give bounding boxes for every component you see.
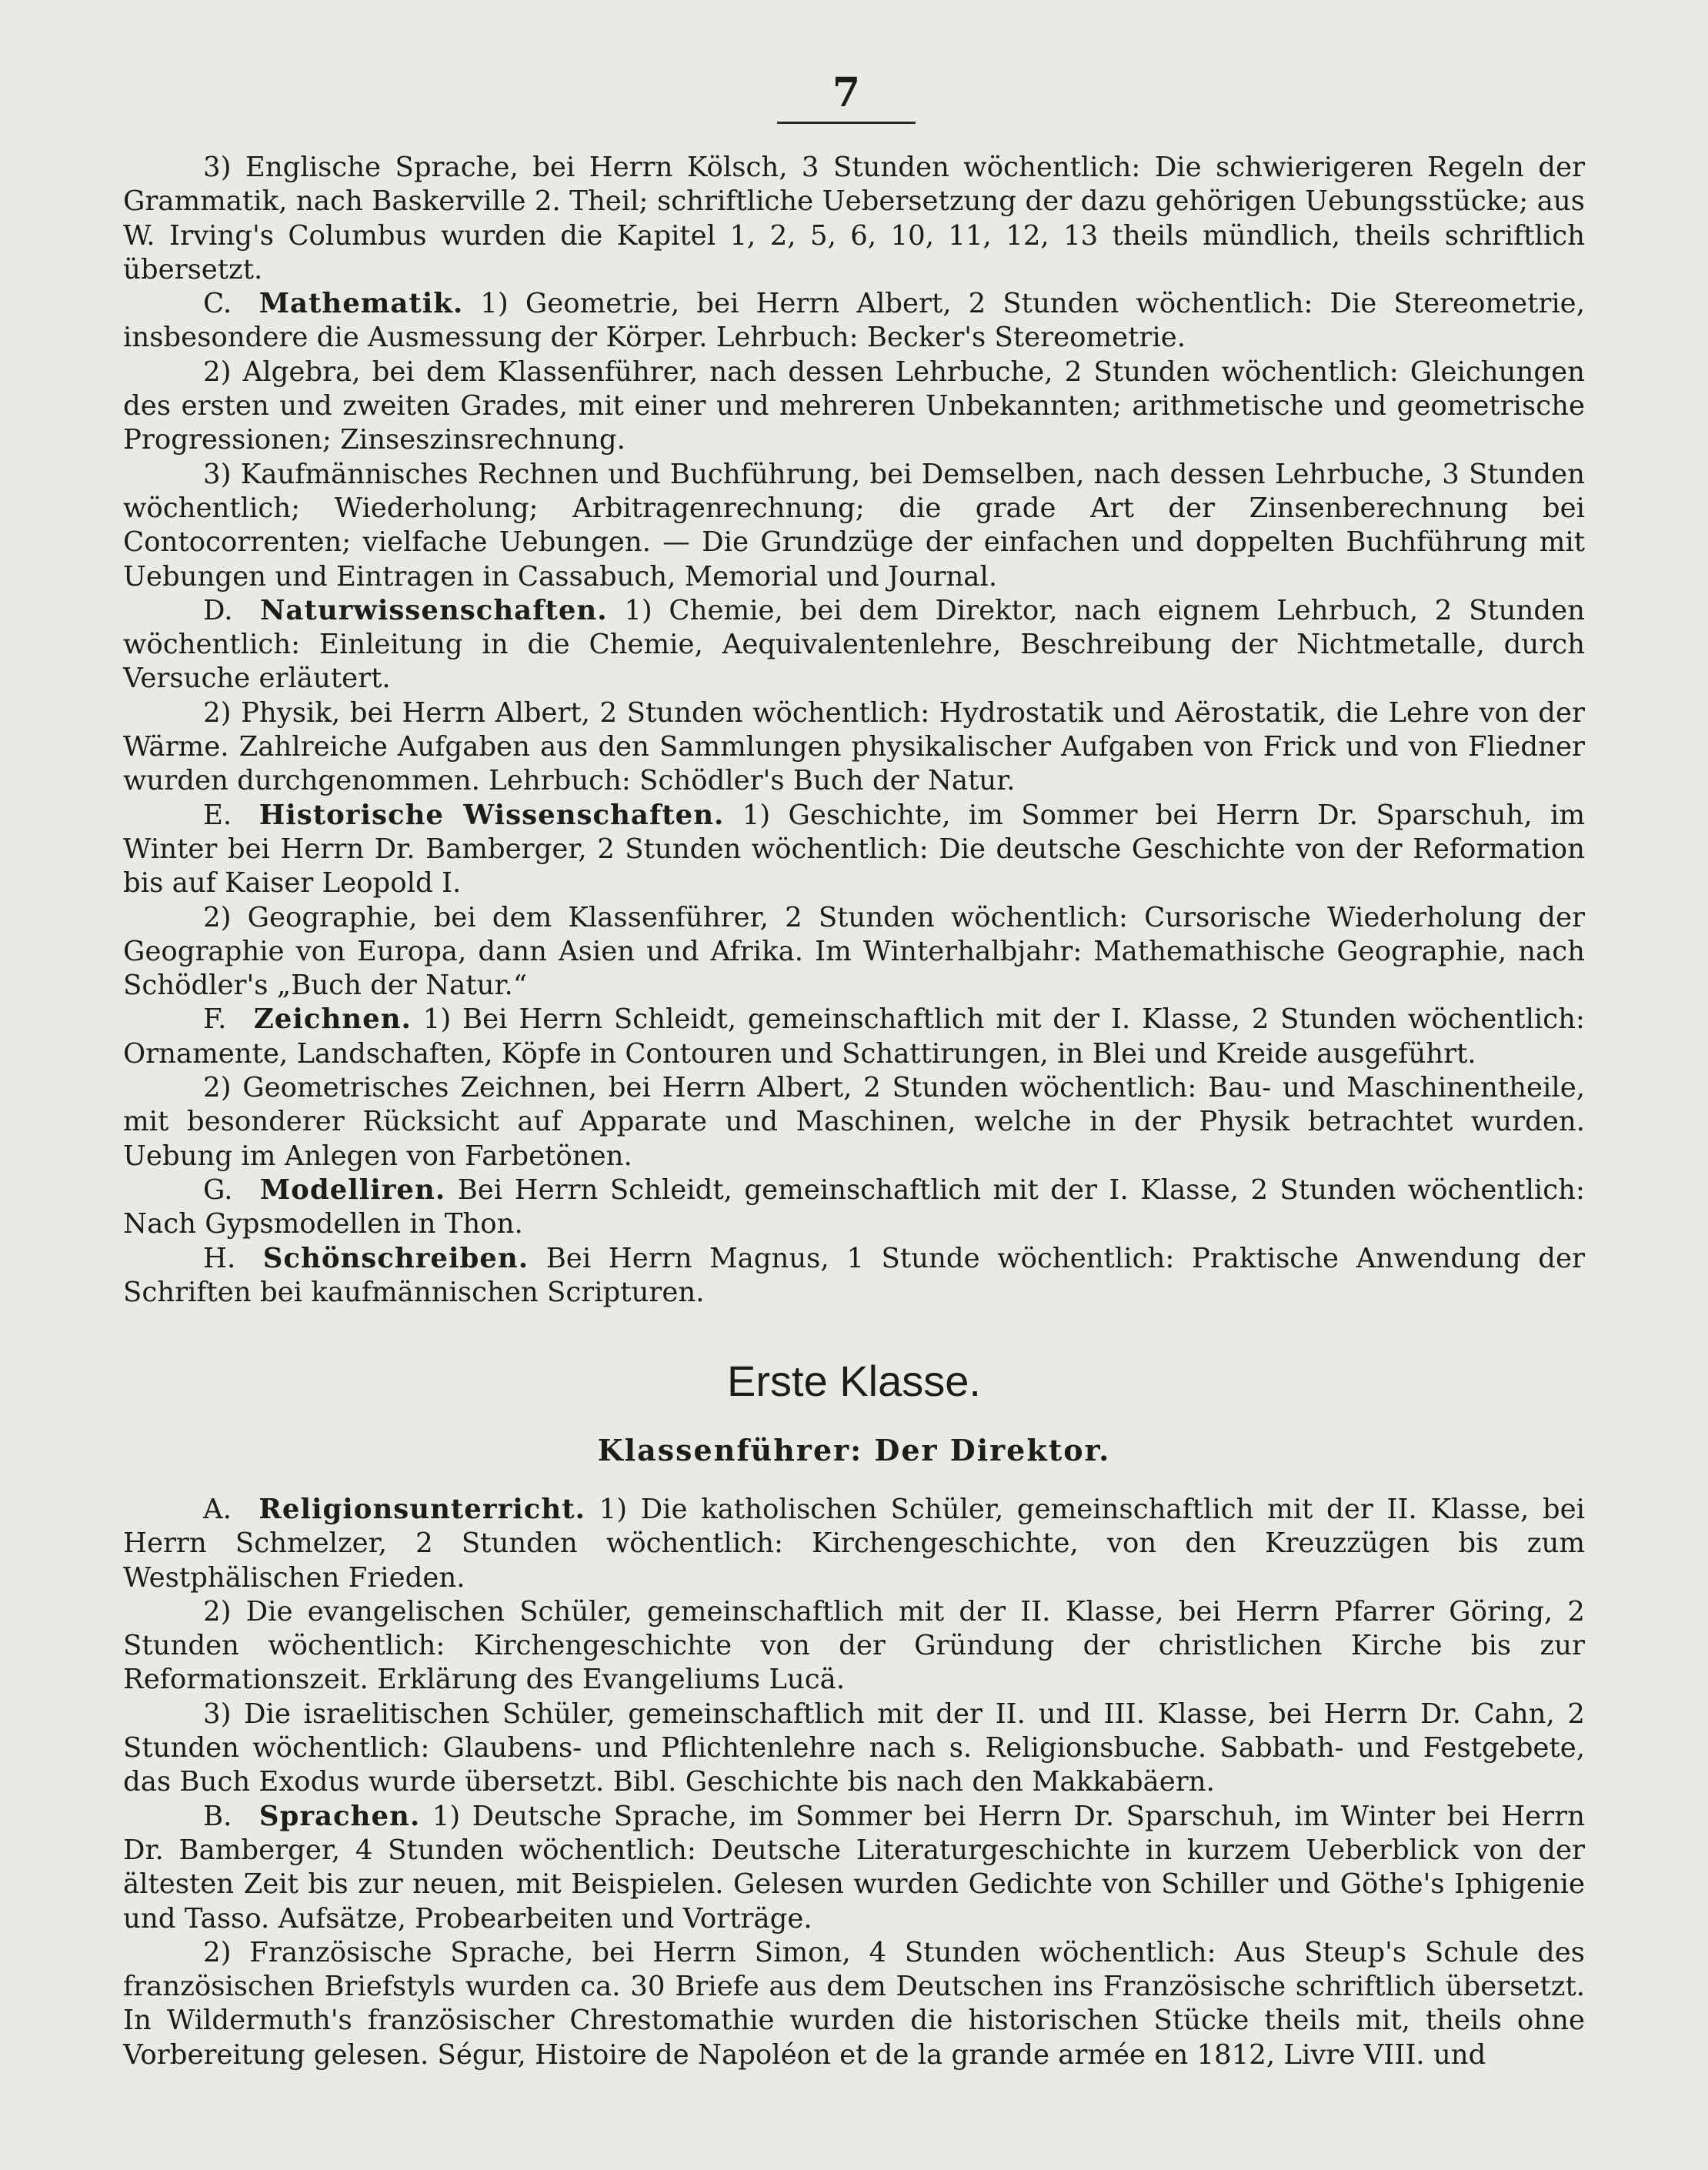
paragraph bbox=[123, 1071, 1585, 1173]
page-number: 7 bbox=[832, 69, 861, 116]
subject-heading: Religionsunterricht. bbox=[259, 1494, 585, 1525]
subject-heading: Mathematik. bbox=[259, 288, 464, 320]
subject-heading: Naturwissenschaften. bbox=[259, 594, 608, 626]
paragraph bbox=[123, 151, 1585, 287]
subject-heading: Schönschreiben. bbox=[262, 1242, 529, 1274]
paragraph-text: 3) Die israelitischen Schüler, gemeinschaftlich mit der II. und III. Klasse, bei Herrn Dr. Cahn, 2 Stunden wöchentlich: Glaubens- und Pflichtenlehre nach s. Religionsbuche. Sabbath- und Festgebete, das Buch Exodus wurde übersetzt. Bibl. Geschichte bis nach den Makkabäern. bbox=[123, 1698, 1585, 1798]
paragraph bbox=[123, 1698, 1585, 1800]
section-letter: H. bbox=[203, 1242, 236, 1274]
section-letter: D. bbox=[203, 594, 233, 626]
paragraph bbox=[123, 1800, 1585, 1936]
paragraph bbox=[123, 458, 1585, 594]
lower-section bbox=[123, 1493, 1585, 2072]
paragraph-text: 1) Bei Herrn Schleidt, gemeinschaftlich mit der I. Klasse, 2 Stunden wöchentlich: Ornamente, Landschaften, Köpfe in Contouren und Schattirungen, in Blei und Kreide ausgeführt. bbox=[123, 1003, 1585, 1070]
section-letter: C. bbox=[203, 288, 232, 320]
paragraph bbox=[123, 287, 1585, 356]
paragraph bbox=[123, 594, 1585, 696]
paragraph-text: Bei Herrn Magnus, 1 Stunde wöchentlich: Praktische Anwendung der Schriften bei kaufmännischen Scripturen. bbox=[123, 1242, 1585, 1308]
paragraph-text: 1) Die katholischen Schüler, gemeinschaftlich mit der II. Klasse, bei Herrn Schmelzer, 2 Stunden wöchentlich: Kirchengeschichte, von den Kreuzzügen bis zum Westphälischen Frieden. bbox=[123, 1494, 1585, 1594]
paragraph bbox=[123, 1003, 1585, 1071]
section-letter: F. bbox=[203, 1003, 227, 1036]
paragraph bbox=[123, 1595, 1585, 1698]
paragraph bbox=[123, 799, 1585, 901]
paragraph bbox=[123, 1242, 1585, 1310]
paragraph bbox=[123, 901, 1585, 1003]
section-title: Erste Klasse. bbox=[727, 1357, 981, 1405]
paragraph-text: 1) Geometrie, bei Herrn Albert, 2 Stunden wöchentlich: Die Stereometrie, insbesondere die Ausmessung der Körper. Lehrbuch: Becker's Stereometrie. bbox=[123, 288, 1585, 354]
paragraph-text: 1) Geschichte, im Sommer bei Herrn Dr. Sparschuh, im Winter bei Herrn Dr. Bamberger, 2 Stunden wöchentlich: Die deutsche Geschichte von der Reformation bis auf Kaiser Leopold I. bbox=[123, 799, 1585, 900]
paragraph-text: 3) Englische Sprache, bei Herrn Kölsch, 3 Stunden wöchentlich: Die schwierigeren Regeln der Grammatik, nach Baskerville 2. Theil; schriftliche Uebersetzung der dazu gehörigen Uebungsstücke; aus W. Irving's Columbus wurden die Kapitel 1, 2, 5, 6, 10, 11, 12, 13 theils mündlich, theils schriftlich übersetzt. bbox=[123, 152, 1585, 285]
subject-heading: Sprachen. bbox=[259, 1800, 421, 1832]
section-letter: G. bbox=[203, 1173, 233, 1206]
paragraph bbox=[123, 1173, 1585, 1242]
paragraph-text: 2) Geographie, bei dem Klassenführer, 2 Stunden wöchentlich: Cursorische Wiederholung der Geographie von Europa, dann Asien und Afrika. Im Winterhalbjahr: Mathemathische Geographie, nach Schödler's „Buch der Natur.“ bbox=[123, 901, 1585, 1002]
paragraph bbox=[123, 1493, 1585, 1595]
paragraph-text: 2) Geometrisches Zeichnen, bei Herrn Albert, 2 Stunden wöchentlich: Bau- und Maschinentheile, mit besonderer Rücksicht auf Apparate und Maschinen, welche in der Physik betrachtet wurden. Uebung im Anlegen von Farbetönen. bbox=[123, 1072, 1585, 1172]
section-letter: E. bbox=[203, 799, 232, 831]
paragraph bbox=[123, 1936, 1585, 2072]
paragraph-text: Bei Herrn Schleidt, gemeinschaftlich mit der I. Klasse, 2 Stunden wöchentlich: Nach Gypsmodellen in Thon. bbox=[123, 1173, 1585, 1240]
class-teacher-line: Klassenführer: Der Direktor. bbox=[597, 1433, 1111, 1467]
paragraph-text: 1) Chemie, bei dem Direktor, nach eignem Lehrbuch, 2 Stunden wöchentlich: Einleitung in die Chemie, Aequivalentenlehre, Beschreibung der Nichtmetalle, durch Versuche erläutert. bbox=[123, 594, 1585, 695]
paragraph-text: 1) Deutsche Sprache, im Sommer bei Herrn Dr. Sparschuh, im Winter bei Herrn Dr. Bamberger, 4 Stunden wöchentlich: Deutsche Literaturgeschichte in kurzem Ueberblick von der ältesten Zeit bis zur neuen, mit Beispielen. Gelesen wurden Gedichte von Schiller und Göthe's Iphigenie und Tasso. Aufsätze, Probearbeiten und Vorträge. bbox=[123, 1800, 1585, 1935]
paragraph-text: 3) Kaufmännisches Rechnen und Buchführung, bei Demselben, nach dessen Lehrbuche, 3 Stunden wöchentlich; Wiederholung; Arbitragenrechnung; die grade Art der Zinsenberechnung bei Contocorrenten; vielfache Uebungen. — Die Grundzüge der einfachen und doppelten Buchführung mit Uebungen und Eintragen in Cassabuch, Memorial und Journal. bbox=[123, 458, 1585, 593]
subject-heading: Historische Wissenschaften. bbox=[259, 799, 725, 831]
paragraph-text: 2) Die evangelischen Schüler, gemeinschaftlich mit der II. Klasse, bei Herrn Pfarrer Göring, 2 Stunden wöchentlich: Kirchengeschichte von der Gründung der christlichen Kirche bis zur Reformationszeit. Erklärung des Evangeliums Lucä. bbox=[123, 1595, 1585, 1696]
header-rule bbox=[777, 122, 916, 124]
paragraph-text: 2) Französische Sprache, bei Herrn Simon, 4 Stunden wöchentlich: Aus Steup's Schule des französischen Briefstyls wurden ca. 30 Briefe aus dem Deutschen ins Französische schriftlich übersetzt. In Wildermuth's französischer Chrestomathie wurden die historischen Stücke theils mit, theils ohne Vorbereitung gelesen. Ségur, Histoire de Napoléon et de la grande armée en 1812, Livre VIII. und bbox=[123, 1936, 1585, 2071]
subject-heading: Zeichnen. bbox=[253, 1003, 412, 1036]
upper-section bbox=[123, 151, 1585, 1310]
paragraph bbox=[123, 696, 1585, 799]
paragraph-text: 2) Algebra, bei dem Klassenführer, nach dessen Lehrbuche, 2 Stunden wöchentlich: Gleichungen des ersten und zweiten Grades, mit einer und mehreren Unbekannten; arithmetische und geometrische Progressionen; Zinseszinsrechnung. bbox=[123, 356, 1585, 456]
section-letter: A. bbox=[203, 1494, 232, 1525]
paragraph bbox=[123, 356, 1585, 458]
section-letter: B. bbox=[203, 1800, 232, 1832]
paragraph-text: 2) Physik, bei Herrn Albert, 2 Stunden wöchentlich: Hydrostatik und Aërostatik, die Lehre von der Wärme. Zahlreiche Aufgaben aus den Sammlungen physikalischer Aufgaben von Frick und von Fliedner wurden durchgenommen. Lehrbuch: Schödler's Buch der Natur. bbox=[123, 696, 1585, 797]
subject-heading: Modelliren. bbox=[259, 1173, 446, 1206]
